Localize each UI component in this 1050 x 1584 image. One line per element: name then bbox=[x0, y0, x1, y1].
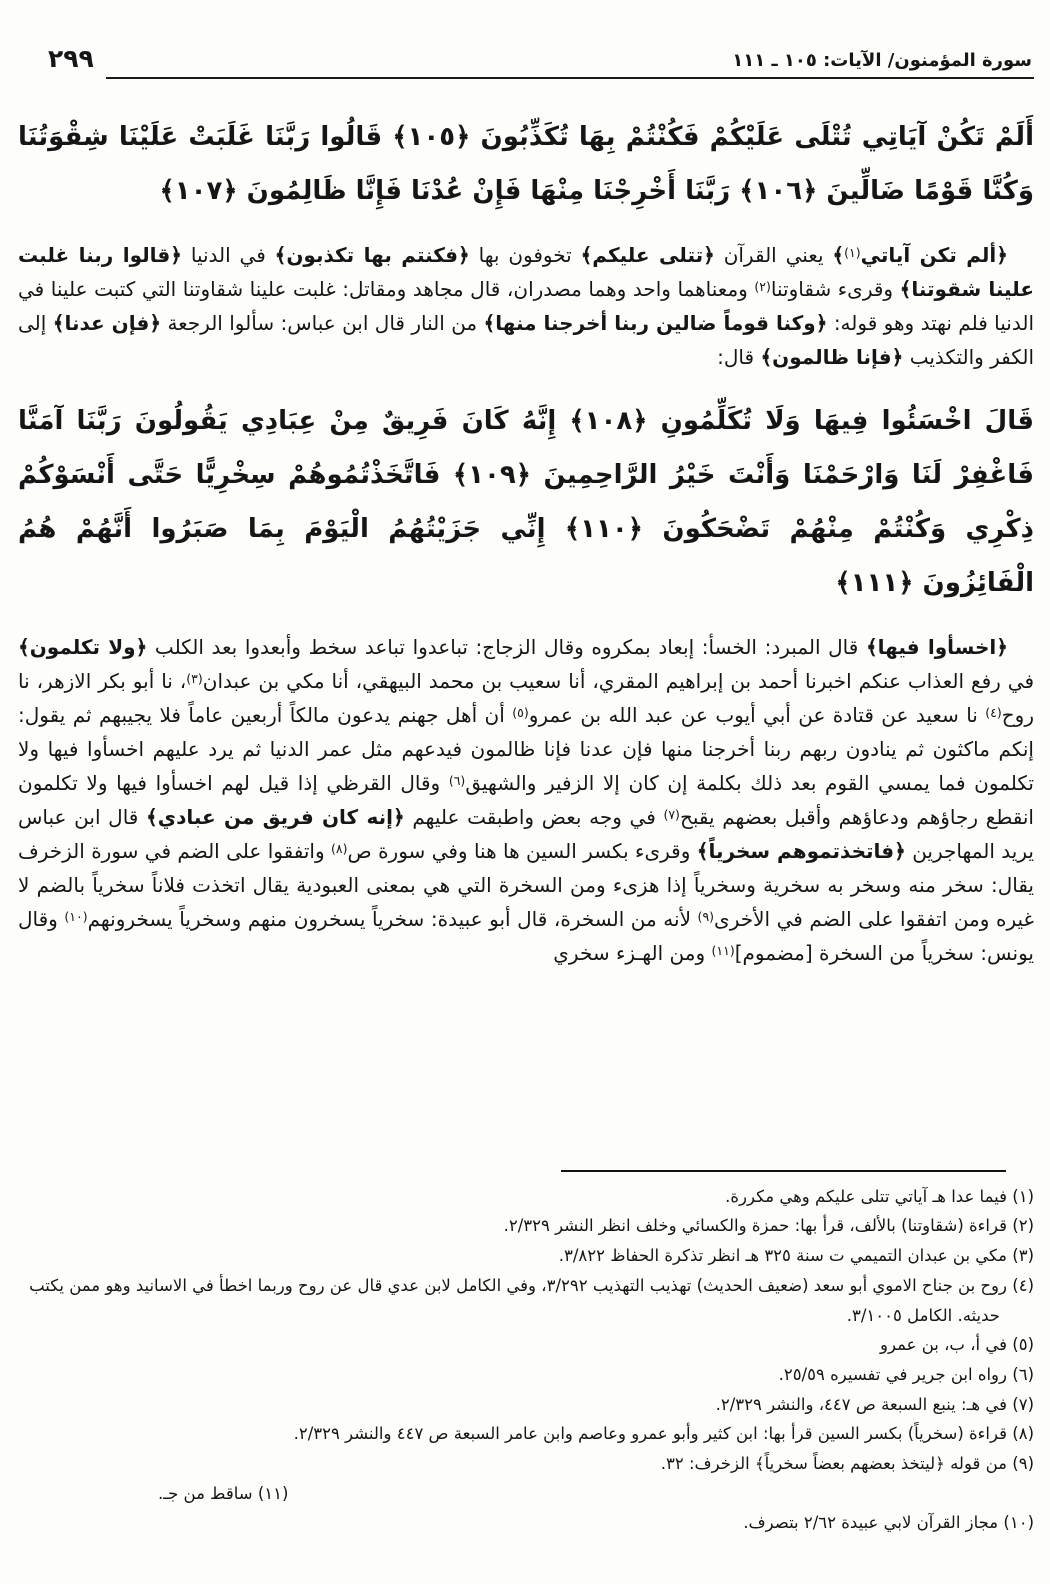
page-header bbox=[18, 44, 1034, 82]
footnote-5: (٥) في أ، ب، بن عمرو bbox=[880, 1335, 1034, 1355]
page-number: ٢٩٩ bbox=[48, 44, 94, 73]
footnote-divider bbox=[561, 1170, 1006, 1172]
footnote-6: (٦) رواه ابن جرير في تفسيره ٢٥/٥٩. bbox=[778, 1364, 1034, 1384]
footnote-11: (١١) ساقط من جـ. bbox=[158, 1483, 289, 1503]
footnote-3: (٣) مكي بن عبدان التميمي ت سنة ٣٢٥ هـ انظر تذكرة الحفاظ ٣/٨٢٢. bbox=[558, 1246, 1034, 1266]
footnote-2: (٢) قراءة (شقاوتنا) بالألف، قرأ بها: حمزة والكسائي وخلف انظر النشر ٢/٣٢٩. bbox=[503, 1216, 1034, 1236]
commentary-paragraph-2: ﴿اخسأوا فيها﴾ قال المبرد: الخسأ: إبعاد بمكروه وقال الزجاج: تباعدوا تباعد سخط وأبعدوا بعد الكلب ﴿ولا تكلمون﴾ في رفع العذاب عنكم اخبرنا أحمد بن إبراهيم المقري، أنا سعيب بن محمد البيهقي، أنا مكي بن عبدان$^{(٣)}$، نا أبو بكر الازهر، نا روح$^{(٤)}$ نا سعيد عن قتادة عن أبي أيوب عن عبد الله بن عمرو$^{(٥)}$ أن أهل جهنم يدعون مالكاً أربعين عاماً فلا يجيبهم ثم يقول: إنكم ماكثون ثم ينادون ربهم ربنا أخرجنا منها فإن عدنا فإنا ظالمون فيدعهم مثل عمر الدنيا ثم يرد عليهم اخسأوا فيها ولا تكلمون فما يمسي القوم بعد ذلك بكلمة إن كان إلا الزفير والشهيق$^{(٦)}$ وقال القرظي إذا قيل لهم اخسأوا فيها ولا تكلمون انقطع رجاؤهم ودعاؤهم وأقبل بعضهم يقبح$^{(٧)}$ في وجه بعض واطبقت عليهم ﴿إنه كان فريق من عبادي﴾ قال ابن عباس يريد المهاجرين ﴿فاتخذتموهم سخرياً﴾ وقرىء بكسر السين ها هنا وفي سورة ص$^{(٨)}$ واتفقوا على الضم في سورة الزخرف يقال: سخر منه وسخر به سخرية وسخرياً إذا هزىء ومن السخرة التي هي بمعنى العبودية يقال اتخذت فلاناً سخرياً بالضم لا غيره ومن اتفقوا على الضم في الأخرى$^{(٩)}$ لأنه من السخرة، قال أبو عبيدة: سخرياً يسخرون منهم وسخرياً يسخرونهم$^{(١٠)}$ وقال يونس: سخرياً من السخرة [مضموم]$^{(١١)}$ ومن الهـزء سخري bbox=[18, 635, 1035, 966]
quran-verses-105-107: أَلَمْ تَكُنْ آيَاتِي تُتْلَى عَلَيْكُمْ فَكُنْتُمْ بِهَا تُكَذِّبُونَ ﴿١٠٥﴾ قَالُوا رَبَّنَا غَلَبَتْ عَلَيْنَا شِقْوَتُنَا وَكُنَّا قَوْمًا ضَالِّينَ ﴿١٠٦﴾ رَبَّنَا أَخْرِجْنَا مِنْهَا فَإِنْ عُدْنَا فَإِنَّا ظَالِمُونَ ﴿١٠٧﴾ bbox=[18, 122, 1034, 207]
footnote-7: (٧) في هـ: ينبع السبعة ص ٤٤٧، والنشر ٢/٣٢٩. bbox=[715, 1394, 1034, 1414]
footnote-8: (٨) قراءة (سخرياً) بكسر السين قرأ بها: ابن كثير وأبو عمرو وعاصم وابن عامر السبعة ص ٤٤٧ والنشر ٢/٣٢٩. bbox=[293, 1424, 1034, 1444]
chapter-title: سورة المؤمنون/ الآيات: ١٠٥ ـ ١١١ bbox=[732, 50, 1032, 71]
footnote-1: (١) فيما عدا هـ آياتي تتلى عليكم وهي مكررة. bbox=[725, 1186, 1034, 1206]
footnotes-section bbox=[18, 1170, 1034, 1538]
footnote-4: (٤) روح بن جناح الاموي أبو سعد (ضعيف الحديث) تهذيب التهذيب ٣/٢٩٢، وفي الكامل لابن عدي قال عن روح وربما اخطأ في الاسانيد وهو ممن يكتب حديثه. الكامل ٣/١٠٠٥. bbox=[29, 1275, 1034, 1325]
footnote-10: (١٠) مجاز القرآن لابي عبيدة ٢/٦٢ بتصرف. bbox=[743, 1513, 1034, 1533]
footnote-9: (٩) من قوله ﴿ليتخذ بعضهم بعضاً سخرياً﴾ الزخرف: ٣٢. bbox=[660, 1453, 1034, 1473]
quran-verses-108-111: قَالَ اخْسَئُوا فِيهَا وَلَا تُكَلِّمُونِ ﴿١٠٨﴾ إِنَّهُ كَانَ فَرِيقٌ مِنْ عِبَادِي يَقُولُونَ رَبَّنَا آمَنَّا فَاغْفِرْ لَنَا وَارْحَمْنَا وَأَنْتَ خَيْرُ الرَّاحِمِينَ ﴿١٠٩﴾ فَاتَّخَذْتُمُوهُمْ سِخْرِيًّا حَتَّى أَنْسَوْكُمْ ذِكْرِي وَكُنْتُمْ مِنْهُمْ تَضْحَكُونَ ﴿١١٠﴾ إِنِّي جَزَيْتُهُمُ الْيَوْمَ بِمَا صَبَرُوا أَنَّهُمْ هُمُ الْفَائِزُونَ ﴿١١١﴾ bbox=[18, 406, 1035, 599]
commentary-paragraph-1: ﴿ألم تكن آياتي$^{(١)}$﴾ يعني القرآن ﴿تتلى عليكم﴾ تخوفون بها ﴿فكنتم بها تكذبون﴾ في الدنيا ﴿قالوا ربنا غلبت علينا شقوتنا﴾ وقرىء شقاوتنا$^{(٢)}$ ومعناهما واحد وهما مصدران، قال مجاهد ومقاتل: غلبت علينا شقاوتنا التي كتبت علينا في الدنيا فلم نهتد وهو قوله: ﴿وكنا قوماً ضالين ربنا أخرجنا منها﴾ من النار قال ابن عباس: سألوا الرجعة ﴿فإن عدنا﴾ إلى الكفر والتكذيب ﴿فإنا ظالمون﴾ قال: bbox=[18, 243, 1034, 370]
header-rule bbox=[106, 77, 1034, 79]
